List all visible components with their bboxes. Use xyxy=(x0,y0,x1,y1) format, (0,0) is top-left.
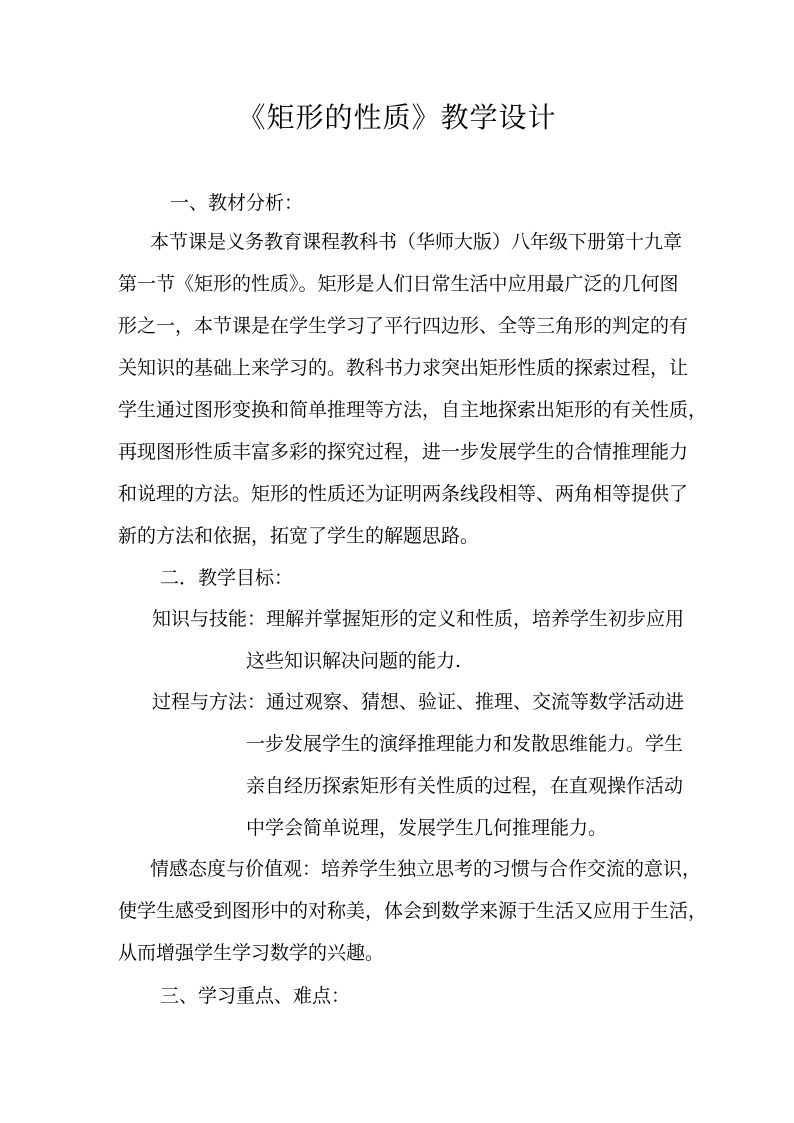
paragraph-line: 本节课是义务教育课程教科书（华师大版）八年级下册第十九章 xyxy=(150,231,683,253)
goal-text-line: 理解并掌握矩形的定义和性质，培养学生初步应用 xyxy=(266,608,685,630)
section-heading-teaching-goals: 二．教学目标： xyxy=(160,567,294,589)
goal-label-process: 过程与方法： xyxy=(152,691,267,713)
goal-text-line: 通过观察、猜想、验证、推理、交流等数学活动进 xyxy=(266,691,685,713)
goal-text-line: 中学会简单说理，发展学生几何推理能力。 xyxy=(246,817,608,839)
paragraph-line: 新的方法和依据，拓宽了学生的解题思路。 xyxy=(118,525,480,547)
section-heading-material-analysis: 一、教材分析： xyxy=(170,192,304,214)
document-title: 《矩形的性质》教学设计 xyxy=(237,101,557,134)
paragraph-line: 第一节《矩形的性质》。矩形是人们日常生活中应用最广泛的几何图 xyxy=(118,273,679,295)
paragraph-line: 学生通过图形变换和简单推理等方法，自主地探索出矩形的有关性质， xyxy=(118,399,708,421)
goal-text-line: 这些知识解决问题的能力. xyxy=(246,650,462,672)
goal-text-line: 亲自经历探索矩形有关性质的过程，在直观操作活动 xyxy=(246,775,684,797)
goal-emotion-line: 情感态度与价值观：培养学生独立思考的习惯与合作交流的意识， xyxy=(150,858,702,880)
goal-emotion-line: 使学生感受到图形中的对称美，体会到数学来源于生活又应用于生活， xyxy=(118,900,708,922)
paragraph-line: 再现图形性质丰富多彩的探究过程，进一步发展学生的合情推理能力 xyxy=(118,441,689,463)
goal-label-knowledge: 知识与技能： xyxy=(152,608,267,630)
goal-text-line: 一步发展学生的演绎推理能力和发散思维能力。学生 xyxy=(246,733,684,755)
paragraph-line: 形之一，本节课是在学生学习了平行四边形、全等三角形的判定的有 xyxy=(118,315,689,337)
paragraph-line: 和说理的方法。矩形的性质还为证明两条线段相等、两角相等提供了 xyxy=(118,483,689,505)
section-heading-key-points: 三、学习重点、难点： xyxy=(160,985,351,1007)
goal-emotion-line: 从而增强学生学习数学的兴趣。 xyxy=(118,942,385,964)
paragraph-line: 关知识的基础上来学习的。教科书力求突出矩形性质的探索过程，让 xyxy=(118,357,689,379)
